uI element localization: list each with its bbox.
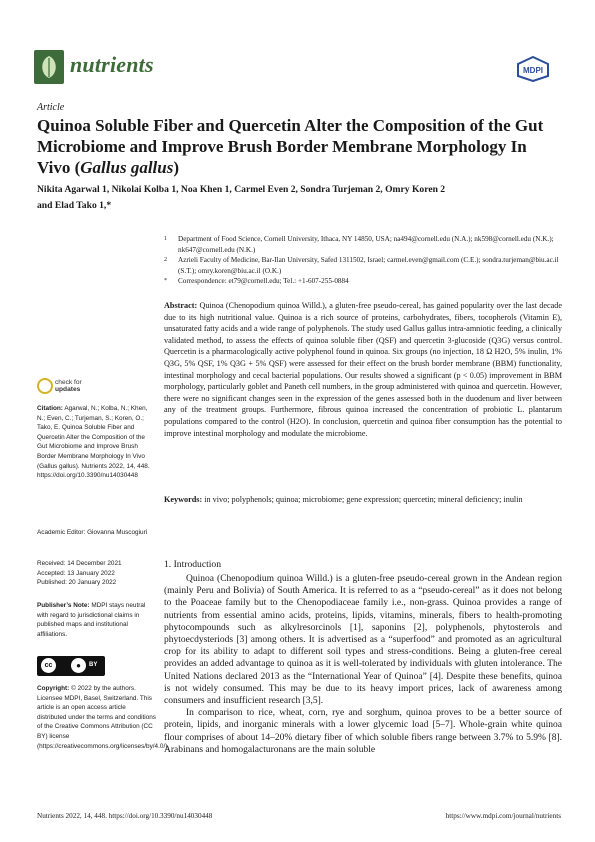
abstract	[164, 300, 562, 439]
authors-line-2[interactable]: and Elad Tako 1,*	[37, 200, 112, 211]
citation-label: Citation:	[37, 405, 63, 412]
mdpi-logo	[516, 56, 550, 82]
abstract-text: Quinoa (Chenopodium quinoa Willd.), a gluten-free pseudo-cereal, has gained popularity over the last decade due to its high nutritional value. Quinoa is a rich source of proteins, carbohydrates, fibers, tocopherols (Vitamin E), unsaturated fatty acids and a wide range of polyphenols. The study used Gallus gallus intra-amniotic feeding, a clinically validated method, to assess the effects of quinoa soluble fiber (QSF) and quercetin 3-glucoside (Q3G) versus control. Quercetin is a pharmacologically active polyphenol found in quinoa. Six groups (no injection, 18 Ω H2O, 5% inulin, 1% Q3G, 5% QSF, 1% Q3G + 5% QSF) were assessed for their effect on the brush border membrane (BBM) functionality, intestinal morphology and cecal bacterial populations. Our results showed a significant (p < 0.05) improvement in BBM morphology, particularly goblet and Paneth cell numbers, in the group administered with quinoa and quercetin. However, there were no significant changes seen in the expression of the genes assessed both in the duodenum and liver between any of the treatment groups. Furthermore, fibrous quinoa increased the concentration of probiotic L. plantarum populations compared to the control (H2O). In conclusion, quercetin and quinoa fiber consumption has the potential to improve intestinal morphology and modulate the microbiome.	[164, 301, 563, 438]
by-label: BY	[89, 662, 98, 668]
authors-line-1[interactable]: Nikita Agarwal 1, Nikolai Kolba 1, Noa Khen 1, Carmel Even 2, Sondra Turjeman 2, Omry Koren 2	[37, 184, 446, 195]
accepted-date: Accepted: 13 January 2022	[37, 569, 115, 577]
keywords-text: in vivo; polyphenols; quinoa; microbiome; gene expression; quercetin; mineral deficiency; inulin	[204, 495, 523, 504]
abstract-label: Abstract:	[164, 301, 198, 310]
footer-citation[interactable]: Nutrients 2022, 14, 448. https://doi.org/10.3390/nu14030448	[37, 812, 213, 820]
leaf-logo-icon	[34, 50, 64, 84]
keywords-label: Keywords:	[164, 495, 203, 504]
mdpi-logo-text: MDPI	[523, 66, 543, 75]
section-heading-introduction: 1. Introduction	[164, 559, 222, 570]
attribution-icon: ●	[71, 658, 86, 673]
footer-journal-url[interactable]: https://www.mdpi.com/journal/nutrients	[445, 812, 561, 820]
affiliations	[164, 234, 564, 287]
introduction-body	[164, 573, 562, 756]
published-date: Published: 20 January 2022	[37, 579, 117, 587]
affiliation-1: 1 Department of Food Science, Cornell University, Ithaca, NY 14850, USA; na494@cornell.edu (N.A.); nk598@cornell.edu (N.K.); nk647@cornell.edu (N.K.)	[164, 235, 554, 254]
article-title: Quinoa Soluble Fiber and Quercetin Alter the Composition of the Gut Microbiome and Improve Brush Border Membrane Morphology In Vivo (Gallus gallus)	[37, 116, 544, 177]
cc-by-license-badge[interactable]	[37, 656, 105, 676]
citation-text: Agarwal, N.; Kolba, N.; Khen, N.; Even, C.; Turjeman, S.; Koren, O.; Tako, E. Quinoa Soluble Fiber and Quercetin Alter the Composition of the Gut Microbiome and Improve Brush Border Membrane Morphology In Vivo (Gallus gallus). Nutrients 2022, 14, 448. https://doi.org/10.3390/nu14030448	[37, 405, 150, 480]
academic-editor: Academic Editor: Giovanna Muscogiuri	[37, 529, 148, 536]
cc-icon: cc	[41, 658, 56, 673]
publisher-note: Publisher’s Note: MDPI stays neutral with regard to jurisdictional claims in published maps and institutional affiliations.	[37, 602, 146, 638]
author-list	[37, 182, 567, 214]
citation-block	[37, 404, 157, 481]
journal-logo	[34, 50, 64, 84]
affiliation-2: 2 Azrieli Faculty of Medicine, Bar-Ilan University, Safed 1311502, Israel; carmel.even@gmail.com (C.E.); sondra.turjeman@biu.ac.il (S.T.); omry.koren@biu.ac.il (O.K.)	[164, 256, 559, 275]
correspondence: * Correspondence: et79@cornell.edu; Tel.: +1-607-255-0884	[164, 277, 349, 286]
keywords	[164, 494, 562, 506]
check-updates-icon	[37, 378, 53, 394]
received-date: Received: 14 December 2021	[37, 560, 122, 567]
check-for-updates-button[interactable]: check for updates	[37, 378, 97, 398]
dates-block	[37, 559, 157, 588]
journal-name: nutrients	[70, 52, 154, 77]
copyright: Copyright: © 2022 by the authors. Licensee MDPI, Basel, Switzerland. This article is an open access article distributed under the terms and conditions of the Creative Commons Attribution (CC BY) license (https://creativecommons.org/licenses/by/4.0/).	[37, 685, 170, 750]
article-type: Article	[37, 102, 65, 113]
intro-paragraph-2: In comparison to rice, wheat, corn, rye and sorghum, quinoa proves to be a better source of protein, lipids, and inorganic minerals with a lower glycemic load [5–7]. Whole-grain white quinoa flour comprises of about 14–20% dietary fiber of which soluble fibers range between 3.7% to 5.9% [8]. Arabinans and homogalacturonans are the main soluble	[164, 708, 562, 755]
intro-paragraph-1: Quinoa (Chenopodium quinoa Willd.) is a gluten-free pseudo-cereal grown in the Andean region (mainly Peru and Bolivia) of South America. It is referred to as a “pseudo-cereal” as it does not belong to the Poaceae family but to the Chenopodiaceae family i.e., non-grass. Quinoa provides a range of nutrients from essential amino acids, proteins, lipids, vitamins, minerals, fibers to health-promoting phytocompounds such as alkylresorcinols [1], saponins [2], polyphenols, phytosterols and phytoecdysteriods [3] among others. It is advertised as a “superfood” and promoted as an agricultural crop for its ability to adapt to different soil types and stress-conditions. Being a gluten-free cereal provides an added advantage to quinoa as it is well-tolerated by individuals with gluten intolerance. The United Nations declared 2013 as the “International Year of Quinoa” [4]. Despite these benefits, quinoa is not widely consumed. This may be due to its heavy import prices, lack of awareness among consumers and insufficient research [3,5].	[164, 574, 562, 707]
